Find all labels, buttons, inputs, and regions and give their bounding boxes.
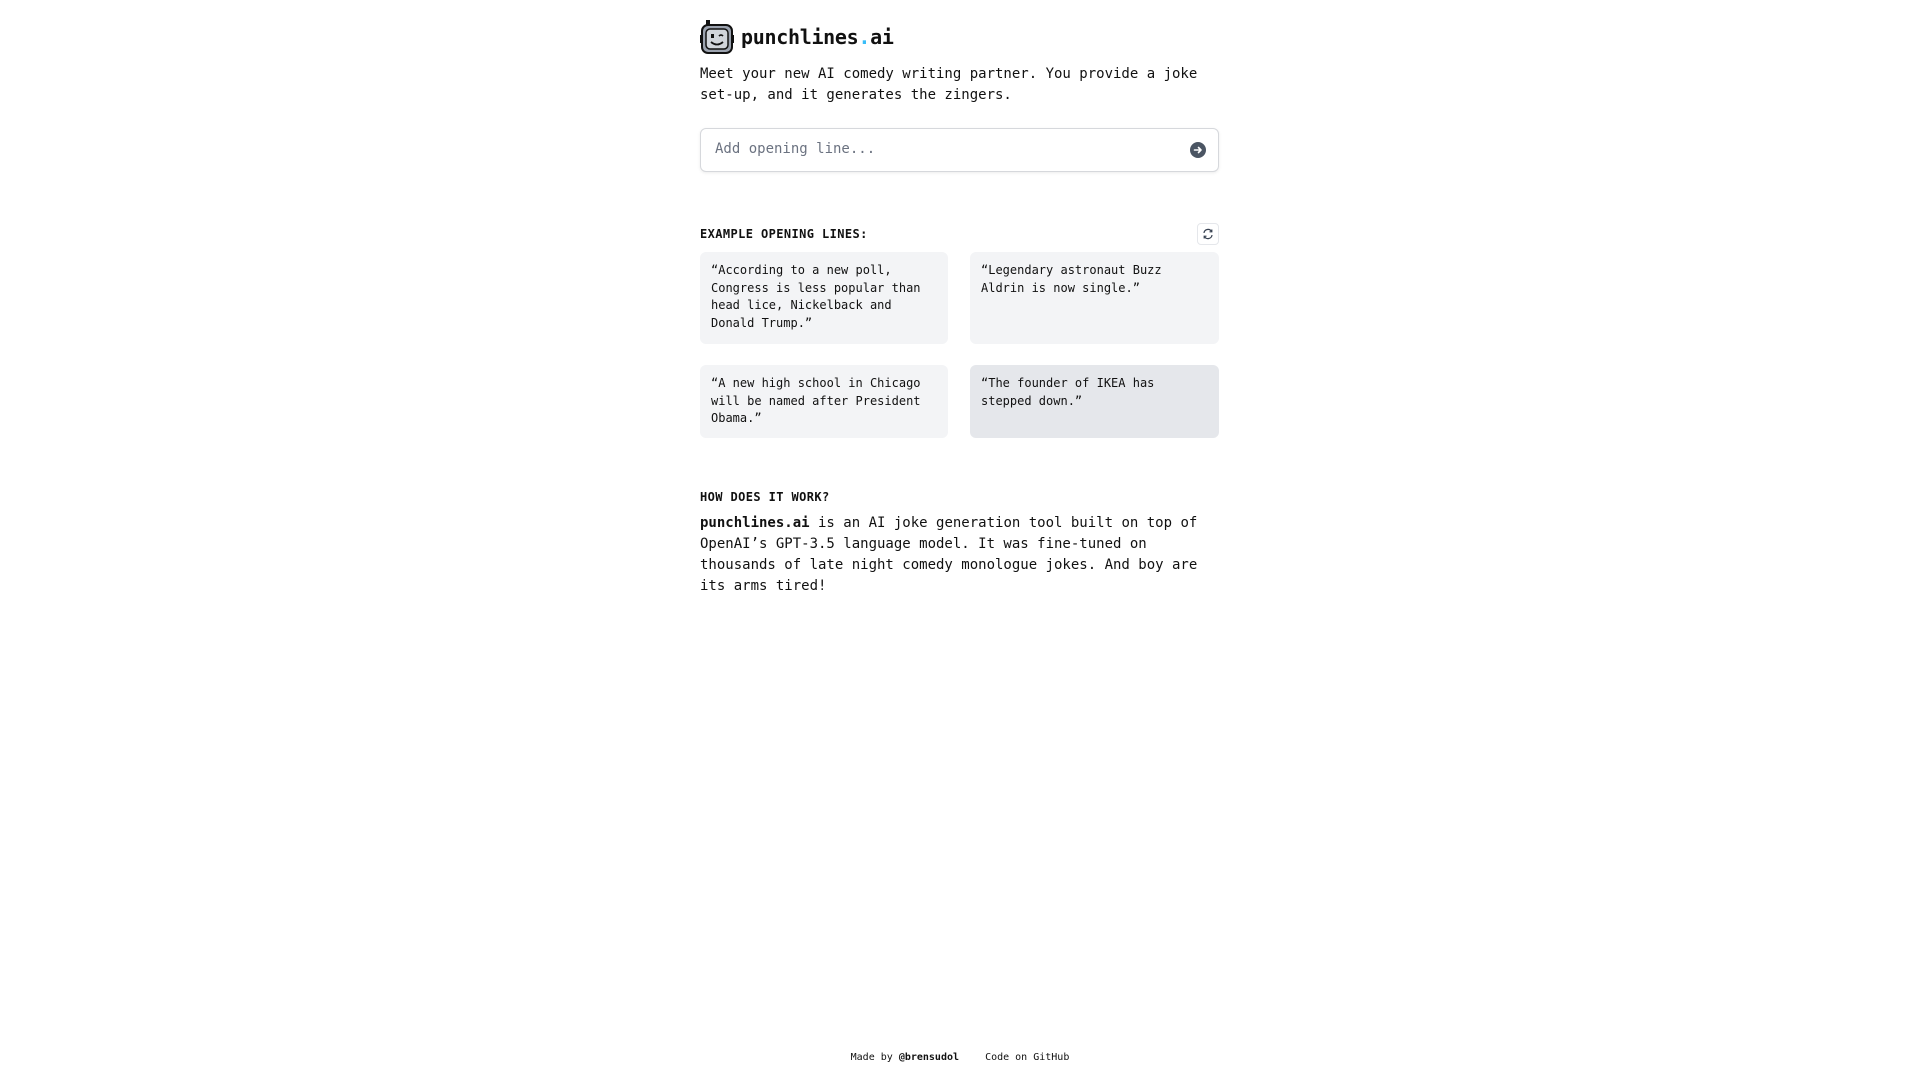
refresh-icon bbox=[1202, 228, 1214, 240]
submit-button[interactable] bbox=[1190, 142, 1206, 158]
tagline: Meet your new AI comedy writing partner. You provide a joke set-up, and it generates the zingers. bbox=[700, 66, 1198, 103]
how-title: HOW DOES IT WORK? bbox=[700, 490, 830, 504]
brand-name[interactable]: punchlines.ai bbox=[741, 25, 894, 49]
how-text bbox=[700, 513, 1225, 597]
examples-header bbox=[700, 222, 1219, 246]
example-card[interactable]: “According to a new poll, Congress is less popular than head lice, Nickelback and Donald Trump.” bbox=[700, 252, 948, 344]
footer bbox=[0, 1052, 1920, 1063]
made-by: Made by @brensudol bbox=[850, 1052, 960, 1063]
examples-title: EXAMPLE OPENING LINES: bbox=[700, 227, 868, 241]
arrow-right-icon bbox=[1190, 142, 1206, 158]
example-card[interactable]: “The founder of IKEA has stepped down.” bbox=[970, 365, 1219, 438]
robot-face-icon bbox=[700, 20, 734, 54]
example-card[interactable]: “Legendary astronaut Buzz Aldrin is now single.” bbox=[970, 252, 1219, 344]
refresh-button[interactable] bbox=[1197, 223, 1219, 245]
opening-line-field bbox=[700, 128, 1219, 172]
github-link[interactable]: Code on GitHub bbox=[985, 1052, 1070, 1063]
how-brand: punchlines.ai bbox=[700, 515, 810, 531]
opening-line-input[interactable] bbox=[701, 129, 1189, 169]
example-card[interactable]: “A new high school in Chicago will be named after President Obama.” bbox=[700, 365, 948, 438]
main-container bbox=[700, 18, 1219, 597]
author-link[interactable]: @brensudol bbox=[898, 1052, 960, 1063]
brand-dot: . bbox=[858, 25, 871, 49]
how-description: is an AI joke generation tool built on top of OpenAI’s GPT-3.5 language model. It was fine-tuned on thousands of late night comedy monologue jokes. And boy are its arms tired! bbox=[700, 515, 1198, 594]
examples-grid bbox=[700, 252, 1219, 438]
brand-header bbox=[700, 18, 1219, 56]
